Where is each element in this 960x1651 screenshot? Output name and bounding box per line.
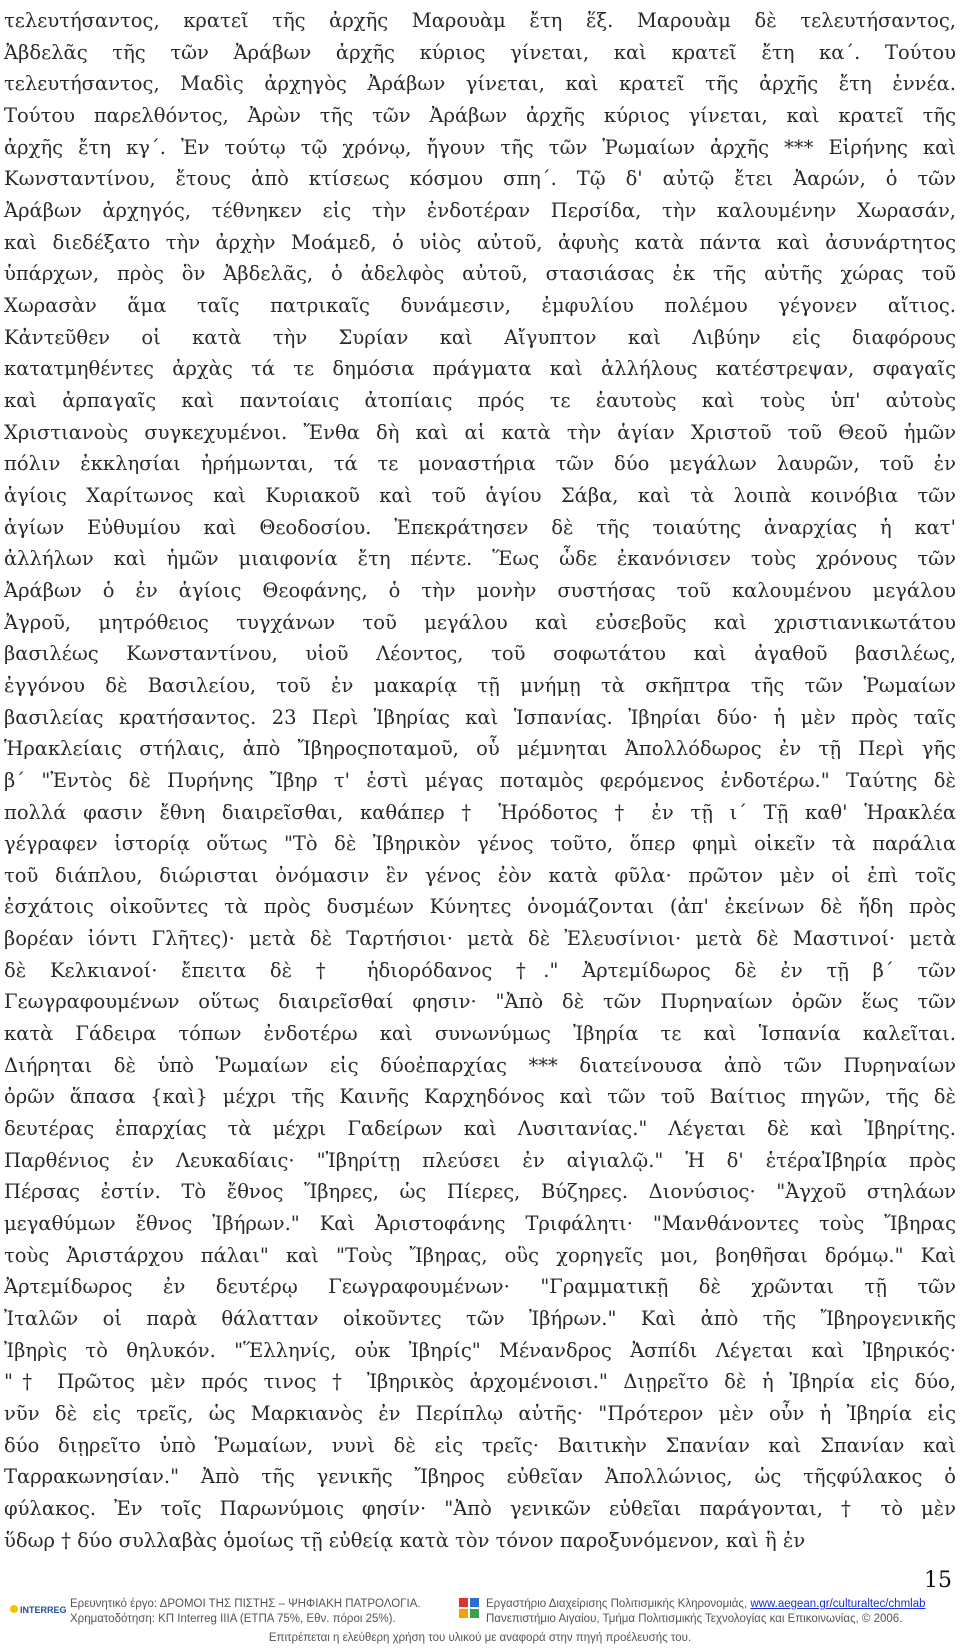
text-line: δὲ Κελκιανοί· ἔπειτα δὲ † ἡδιορόδανος †." Ἀρτεμίδωρος δὲ ἐν τῇ β΄ τῶν xyxy=(4,958,956,982)
text-line: Κωνσταντίνου, ἔτους ἀπὸ κτίσεως κόσμου σπη΄. Τῷ δ' αὐτῷ ἔτει Ἀαρών, ὁ τῶν xyxy=(4,167,956,191)
text-line: Ἀβδελᾶς τῆς τῶν Ἀράβων ἀρχῆς κύριος γίνεται, καὶ κρατεῖ ἔτη κα΄. Τούτου xyxy=(4,40,956,64)
text-line: Χωρασὰν ἅμα ταῖς πατρικαῖς δυνάμεσιν, ἐμφυλίου πολέμου γέγονεν αἴτιος. xyxy=(4,293,956,317)
text-line: Χριστιανοὺς συγκεχυμένοι. Ἔνθα δὴ καὶ αἱ κατὰ τὴν ἁγίαν Χριστοῦ τοῦ Θεοῦ ἡμῶν xyxy=(4,420,956,444)
text-line: ἁγίων Εὐθυμίου καὶ Θεοδοσίου. Ἐπεκράτησεν δὲ τῆς τοιαύτης ἀναρχίας ἡ κατ' xyxy=(4,515,956,539)
text-line: κατατμηθέντες ἀρχὰς τά τε δημόσια πράγματα καὶ ἀλλήλους κατέστρεψαν, σφαγαῖς xyxy=(4,357,956,381)
text-line: ἀλλήλων καὶ ἡμῶν μιαιφονία ἔτη πέντε. Ἕως ὧδε ἐκανόνισεν τοὺς χρόνους τῶν xyxy=(4,547,956,571)
page-number: 15 xyxy=(924,1568,952,1593)
text-line: καὶ ἁρπαγαῖς καὶ παντοίαις ἀτοπίαις πρός τε ἑαυτοὺς καὶ τοὺς ὑπ' αὐτοὺς xyxy=(4,388,956,412)
interreg-logo xyxy=(8,1599,67,1619)
text-line: "† Πρῶτος μὲν πρός τινος † Ἰβηρικὸς ἀρχομένοισι." Διῃρεῖτο δὲ ἡ Ἰβηρία εἰς δύο, xyxy=(4,1370,956,1394)
text-line: Τούτου παρελθόντος, Ἀρὼν τῆς τῶν Ἀράβων ἀρχῆς κύριος γίνεται, καὶ κρατεῖ τῆς xyxy=(4,103,956,127)
text-line: ἐσχάτοις οἰκοῦντες τὰ πρὸς δυσμέων Κύνητες ὀνομάζονται (ἀπ' ἐκείνων δὲ ἤδη πρὸς xyxy=(4,895,956,919)
text-line: τελευτήσαντος, κρατεῖ τῆς ἀρχῆς Μαρουὰμ ἔτη ἕξ. Μαρουὰμ δὲ τελευτήσαντος, xyxy=(4,9,956,32)
text-line: ἁγίοις Χαρίτωνος καὶ Κυριακοῦ καὶ τοῦ ἁγίου Σάβα, καὶ τὰ λοιπὰ κοινόβια τῶν xyxy=(4,483,956,507)
text-line: δευτέρας ἐπαρχίας τὰ μέχρι Γαδείρων καὶ Λυσιτανίας." Λέγεται δὲ καὶ Ἰβηρίτης. xyxy=(4,1117,956,1141)
text-line: βορέαν ἰόντι Γλῆτες)· μετὰ δὲ Ταρτήσιοι· μετὰ δὲ Ἐλευσίνιοι· μετὰ δὲ Μαστινοί· μετὰ xyxy=(4,927,956,951)
footer-lab-link[interactable]: www.aegean.gr/culturaltec/chmlab xyxy=(750,1598,926,1610)
text-line: ὑπάρχων, πρὸς ὃν Ἀβδελᾶς, ὁ ἀδελφὸς αὐτοῦ, στασιάσας ἐκ τῆς αὐτῆς χώρας τοῦ xyxy=(4,262,956,286)
text-line: Κἀντεῦθεν οἱ κατὰ τὴν Συρίαν καὶ Αἴγυπτον καὶ Λιβύην εἰς διαφόρους xyxy=(4,325,956,349)
text-line: Ἀγροῦ, μητρόθειος τυγχάνων τοῦ μεγάλου καὶ εὐσεβοῦς καὶ χριστιανικωτάτου xyxy=(4,610,956,634)
footer-lab-name: Εργαστήριο Διαχείρισης Πολιτισμικής Κληρονομιάς, xyxy=(486,1598,751,1610)
footer-lab xyxy=(486,1598,926,1610)
text-line: τοὺς Ἀριστάρχου πάλαι" καὶ "Τοὺς Ἴβηρας, οὓς χορηγεῖς μοι, βοηθῆσαι δρόμῳ." Καὶ xyxy=(4,1243,956,1267)
text-line: φύλακος. Ἐν τοῖς Παρωνύμοις φησίν· "Ἀπὸ γενικῶν εὐθεῖαι παράγονται, † τὸ μὲν xyxy=(4,1497,956,1521)
footer xyxy=(0,1595,960,1651)
text-line: πολλά φασιν ἔθνη διαιρεῖσθαι, καθάπερ † Ἡρόδοτος † ἐν τῇ ι΄ Τῇ καθ' Ἡρακλέα xyxy=(4,800,956,824)
footer-university: Πανεπιστήμιο Αιγαίου, Τμήμα Πολιτισμικής Τεχνολογίας και Επικοινωνίας, © 2006. xyxy=(486,1613,903,1625)
text-line: μεγαθύμων ἔθνος Ἰβήρων." Καὶ Ἀριστοφάνης Τριφάλητι· "Μανθάνοντες τοὺς Ἴβηρας xyxy=(4,1212,956,1236)
text-line: Ἡρακλείαις στήλαις, ἀπὸ Ἴβηροςποταμοῦ, οὗ μέμνηται Ἀπολλόδωρος ἐν τῇ Περὶ γῆς xyxy=(4,737,956,761)
text-line: Ἀρτεμίδωρος ἐν δευτέρῳ Γεωγραφουμένων· "Γραμματικῇ δὲ χρῶνται τῇ τῶν xyxy=(4,1275,956,1299)
text-line: κατὰ Γάδειρα τόπων ἐνδοτέρω καὶ συνωνύμως Ἰβηρία τε καὶ Ἱσπανία καλεῖται. xyxy=(4,1022,956,1046)
text-line: βασιλέως Κωνσταντίνου, υἱοῦ Λέοντος, τοῦ σοφωτάτου καὶ ἀγαθοῦ βασιλέως, xyxy=(4,642,956,666)
text-line: Ἰταλῶν οἱ παρὰ θάλατταν οἰκοῦντες τῶν Ἰβήρων." Καὶ ἀπὸ τῆς Ἴβηρογενικῆς xyxy=(4,1307,956,1331)
text-line: Γεωγραφουμένων οὕτως διαιρεῖσθαί φησιν· "Ἀπὸ δὲ τῶν Πυρηναίων ὀρῶν ἕως τῶν xyxy=(4,990,956,1014)
lab-logo-icon xyxy=(458,1597,480,1619)
text-line: βασιλείας κρατήσαντος. 23 Περὶ Ἰβηρίας καὶ Ἱσπανίας. Ἰβηρίαι δύο· ἡ μὲν πρὸς ταῖς xyxy=(4,705,956,729)
svg-text:INTERREG: INTERREG xyxy=(20,1605,67,1615)
text-line: Διήρηται δὲ ὑπὸ Ῥωμαίων εἰς δύοἐπαρχίας *** διατείνουσα ἀπὸ τῶν Πυρηναίων xyxy=(4,1053,956,1077)
text-line: Πέρσας ἐστίν. Τὸ ἔθνος Ἴβηρες, ὡς Πίερες, Βύζηρες. Διονύσιος· "Ἀγχοῦ στηλάων xyxy=(4,1180,956,1204)
text-line: ἐγγόνου δὲ Βασιλείου, τοῦ ἐν μακαρίᾳ τῇ μνήμῃ τὰ σκῆπτρα τῆς τῶν Ῥωμαίων xyxy=(4,673,956,697)
text-line: τοῦ διάπλου, διώρισται ὀνόμασιν ἓν γένος ἐὸν κατὰ φῦλα· πρῶτον μὲν οἱ ἐπὶ τοῖς xyxy=(4,863,956,887)
text-line: ἀρχῆς ἔτη κγ΄. Ἐν τούτῳ τῷ χρόνῳ, ἤγουν τῆς τῶν Ῥωμαίων ἀρχῆς *** Εἰρήνης καὶ xyxy=(4,135,956,159)
text-line: Ταρρακωνησίαν." Ἀπὸ τῆς γενικῆς Ἴβηρος εὐθεῖαν Ἀπολλώνιος, ὡς τῆςφύλακος ὁ xyxy=(4,1465,956,1489)
text-line: δύο διῃρεῖτο ὑπὸ Ῥωμαίων, νυνὶ δὲ εἰς τρεῖς· Βαιτικὴν Σπανίαν καὶ Σπανίαν καὶ xyxy=(4,1433,956,1457)
text-line: β΄ "Ἐντὸς δὲ Πυρήνης Ἴβηρ τ' ἐστὶ μέγας ποταμὸς φερόμενος ἐνδοτέρω." Ταύτης δὲ xyxy=(4,768,956,792)
text-line: καὶ διεδέξατο τὴν ἀρχὴν Μοάμεδ, ὁ υἱὸς αὐτοῦ, ἀφυὴς κατὰ πάντα καὶ ἀσυνάρτητος xyxy=(4,230,956,254)
text-line: πόλιν ἐκκλησίαι ἠρήμωνται, τά τε μοναστήρια τῶν δύο μεγάλων λαυρῶν, τοῦ ἐν xyxy=(4,452,956,476)
footer-funding: Χρηματοδότηση: ΚΠ Interreg IIIA (ΕΤΠΑ 75%, Εθν. πόροι 25%). xyxy=(70,1613,396,1625)
text-line: γέγραφεν ἱστορίᾳ οὕτως "Τὸ δὲ Ἰβηρικὸν γένος τοῦτο, ὅπερ φημὶ οἰκεῖν τὰ παράλια xyxy=(4,832,956,856)
footer-license: Επιτρέπεται η ελεύθερη χρήση του υλικού με αναφορά στην πηγή προέλευσής του. xyxy=(268,1632,692,1644)
text-line: τελευτήσαντος, Μαδὶς ἀρχηγὸς Ἀράβων γίνεται, καὶ κρατεῖ τῆς ἀρχῆς ἔτη ἐννέα. xyxy=(4,72,956,96)
footer-project: Ερευνητικό έργο: ΔΡΟΜΟΙ ΤΗΣ ΠΙΣΤΗΣ – ΨΗΦΙΑΚΗ ΠΑΤΡΟΛΟΓΙΑ. xyxy=(70,1598,421,1610)
text-line: ὀρῶν ἅπασα {καὶ} μέχρι τῆς Καινῆς Καρχηδόνος καὶ τῶν τοῦ Βαίτιος πηγῶν, τῆς δὲ xyxy=(4,1085,956,1109)
text-line: Παρθένιος ἐν Λευκαδίαις· "Ἰβηρίτῃ πλεύσει ἐν αἰγιαλῷ." Ἡ δ' ἑτέραἸβηρία πρὸς xyxy=(4,1148,956,1172)
text-line: νῦν δὲ εἰς τρεῖς, ὡς Μαρκιανὸς ἐν Περίπλῳ αὐτῆς· "Πρότερον μὲν οὖν ἡ Ἰβηρία εἰς xyxy=(4,1402,956,1426)
text-line: Ἰβηρὶς τὸ θηλυκόν. "Ἕλληνίς, οὐκ Ἰβηρίς" Μένανδρος Ἀσπίδι Λέγεται καὶ Ἰβηρικός· xyxy=(4,1338,956,1362)
text-line: ὕδωρ † δύο συλλαβὰς ὁμοίως τῇ εὐθείᾳ κατὰ τὸν τόνον παροξυνόμενον, καὶ ἣ ἐν xyxy=(4,1528,806,1552)
text-line: Ἀράβων ἀρχηγός, τέθνηκεν εἰς τὴν ἐνδοτέραν Περσίδα, τὴν καλουμένην Χωρασάν, xyxy=(4,198,956,222)
text-line: Ἀράβων ὁ ἐν ἁγίοις Θεοφάνης, ὁ τὴν μονὴν συστήσας τοῦ καλουμένου μεγάλου xyxy=(4,578,956,602)
